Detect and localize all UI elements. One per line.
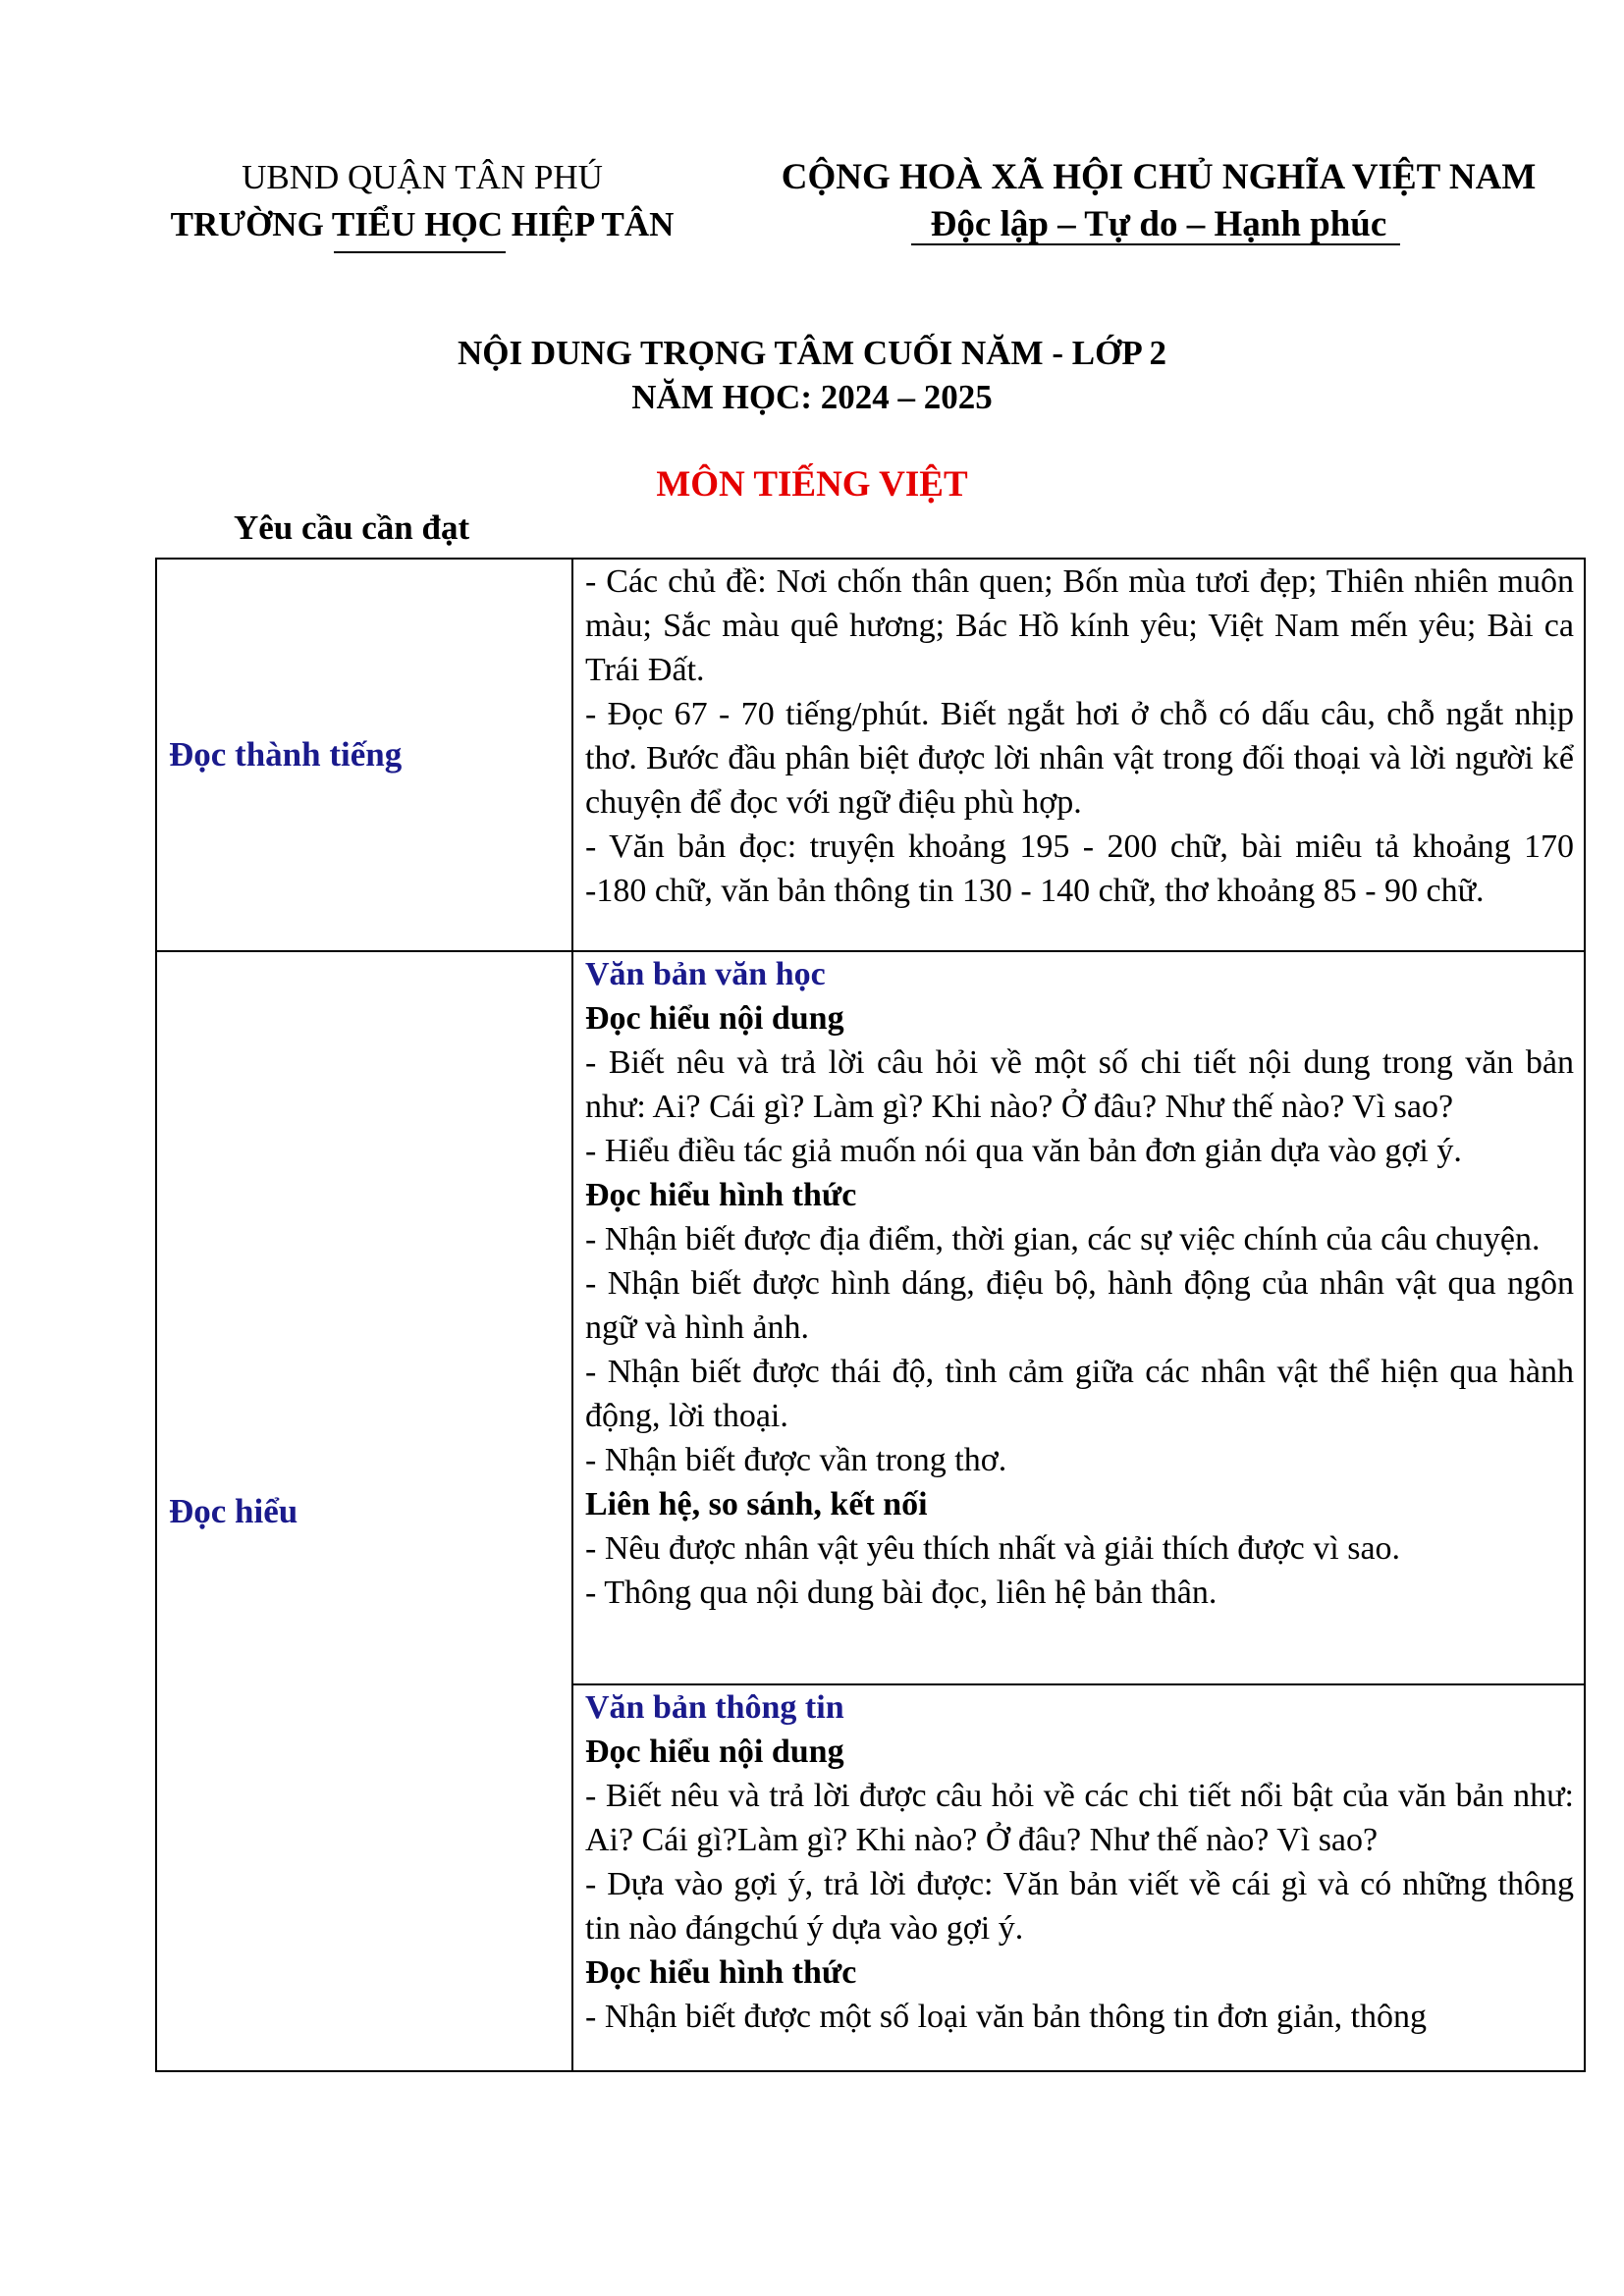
list-item: - Nhận biết được hình dáng, điệu bộ, hành động của nhân vật qua ngôn ngữ và hình ảnh. bbox=[585, 1265, 1574, 1346]
row-label: Đọc hiểu bbox=[156, 951, 572, 2071]
section-title: Văn bản văn học bbox=[585, 956, 826, 992]
country-name: CỘNG HOÀ XÃ HỘI CHỦ NGHĨA VIỆT NAM bbox=[781, 157, 1537, 197]
row-content bbox=[572, 559, 1585, 951]
subsection-title: Đọc hiểu hình thức bbox=[585, 1177, 857, 1213]
list-item: - Đọc 67 - 70 tiếng/phút. Biết ngắt hơi ở chỗ có dấu câu, chỗ ngắt nhịp thơ. Bước đầu phân biệt được lời nhân vật trong đối thoại và lời người kể chuyện để đọc với ngữ điệu phù hợp. bbox=[585, 696, 1574, 821]
subsection-title: Liên hệ, so sánh, kết nối bbox=[585, 1486, 928, 1522]
school-year: NĂM HỌC: 2024 – 2025 bbox=[631, 378, 993, 416]
list-item: - Hiểu điều tác giả muốn nói qua văn bản đơn giản dựa vào gợi ý. bbox=[585, 1133, 1462, 1169]
table-row bbox=[156, 559, 1585, 951]
requirement-label: Yêu cầu cần đạt bbox=[234, 508, 470, 547]
header-left-underline bbox=[334, 251, 506, 253]
school-name: TRƯỜNG TIỂU HỌC HIỆP TÂN bbox=[170, 205, 675, 243]
subsection-title: Đọc hiểu nội dung bbox=[585, 1734, 844, 1770]
list-item: - Các chủ đề: Nơi chốn thân quen; Bốn mùa tươi đẹp; Thiên nhiên muôn màu; Sắc màu quê hương; Bác Hồ kính yêu; Việt Nam mến yêu; Bài ca Trái Đất. bbox=[585, 563, 1574, 688]
row-label: Đọc thành tiếng bbox=[156, 559, 572, 951]
header-right bbox=[731, 154, 1586, 248]
list-item: - Thông qua nội dung bài đọc, liên hệ bản thân. bbox=[585, 1575, 1218, 1611]
table-row bbox=[156, 951, 1585, 1684]
subsection-title: Đọc hiểu hình thức bbox=[585, 1954, 857, 1991]
document-title: NỘI DUNG TRỌNG TÂM CUỐI NĂM - LỚP 2 bbox=[457, 334, 1167, 372]
list-item: - Nhận biết được địa điểm, thời gian, các sự việc chính của câu chuyện. bbox=[585, 1221, 1541, 1257]
list-item: - Nhận biết được vần trong thơ. bbox=[585, 1442, 1007, 1478]
list-item: - Biết nêu và trả lời câu hỏi về một số chi tiết nội dung trong văn bản như: Ai? Cái gì? Làm gì? Khi nào? Ở đâu? Như thế nào? Vì sao? bbox=[585, 1044, 1574, 1125]
list-item: - Dựa vào gợi ý, trả lời được: Văn bản viết về cái gì và có những thông tin nào đángchú ý dựa vào gợi ý. bbox=[585, 1866, 1574, 1947]
motto: Độc lập – Tự do – Hạnh phúc bbox=[930, 204, 1387, 244]
section-title: Văn bản thông tin bbox=[585, 1689, 844, 1726]
list-item: - Nhận biết được thái độ, tình cảm giữa các nhân vật thể hiện qua hành động, lời thoại. bbox=[585, 1354, 1574, 1434]
motto-underline bbox=[911, 243, 1400, 245]
header-left bbox=[147, 154, 697, 248]
row-content bbox=[572, 951, 1585, 1684]
content-table bbox=[155, 558, 1586, 2072]
row-content bbox=[572, 1684, 1585, 2071]
subject-heading: MÔN TIẾNG VIỆT bbox=[656, 464, 968, 505]
list-item: - Biết nêu và trả lời được câu hỏi về các chi tiết nổi bật của văn bản như: Ai? Cái gì?Làm gì? Khi nào? Ở đâu? Như thế nào? Vì sao? bbox=[585, 1778, 1574, 1858]
list-item: - Nhận biết được một số loại văn bản thông tin đơn giản, thông bbox=[585, 1999, 1428, 2035]
subsection-title: Đọc hiểu nội dung bbox=[585, 1000, 844, 1037]
list-item: - Nêu được nhân vật yêu thích nhất và giải thích được vì sao. bbox=[585, 1530, 1401, 1567]
district-name: UBND QUẬN TÂN PHÚ bbox=[242, 158, 603, 196]
list-item: - Văn bản đọc: truyện khoảng 195 - 200 chữ, bài miêu tả khoảng 170 -180 chữ, văn bản thông tin 130 - 140 chữ, thơ khoảng 85 - 90 chữ. bbox=[585, 828, 1574, 909]
